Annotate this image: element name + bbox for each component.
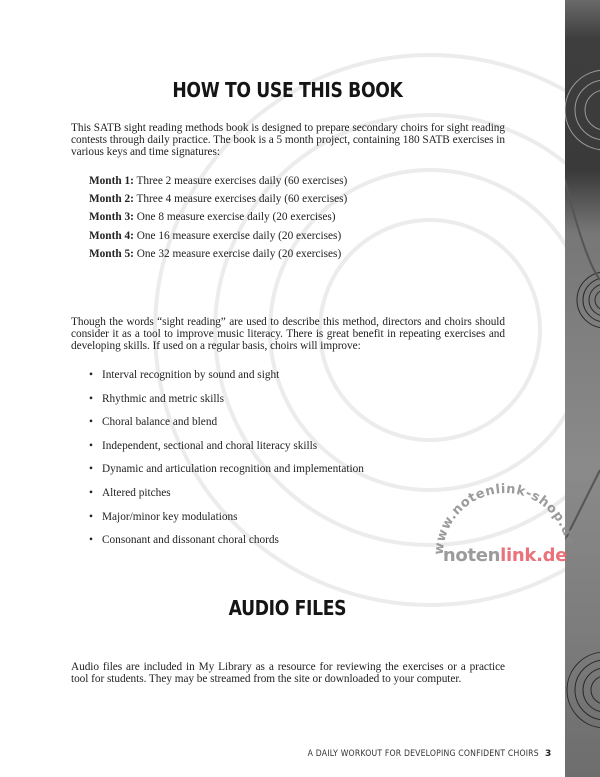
month-label: Month 5: [89,247,134,260]
month-schedule-list [89,174,347,265]
page-number: 3 [545,749,552,759]
month-label: Month 1: [89,175,134,187]
bullet-icon: • [89,486,93,499]
month-item [89,229,347,247]
month-item [89,174,347,192]
svg-text:www.notenlink-shop.de [432,482,578,556]
list-item [89,462,364,486]
list-item [89,439,364,463]
list-item-text: Interval recognition by sound and sight [102,369,280,381]
month-item [89,192,347,210]
decorative-side-strip [565,0,600,777]
running-footer-title: A DAILY WORKOUT FOR DEVELOPING CONFIDENT CHOIRS [307,749,539,759]
month-label: Month 3: [89,211,134,224]
list-item-text: Major/minor key modulations [102,510,238,523]
list-item [89,510,364,534]
list-item-text: Rhythmic and metric skills [102,392,225,405]
improvement-list [89,368,364,557]
month-text: Three 2 measure exercises daily (60 exercises) [133,175,348,187]
list-item-text: Altered pitches [102,486,171,499]
bullet-icon: • [89,392,93,405]
bullet-icon: • [89,534,93,547]
list-item-text: Choral balance and blend [102,416,218,429]
month-item [89,247,347,265]
month-text: One 8 measure exercise daily (20 exercises) [133,211,336,224]
bullet-icon: • [89,369,93,381]
bullet-icon: • [89,463,93,476]
section-title-audio-files: AUDIO FILES [228,596,347,620]
watermark-center-gray: noten [442,545,501,566]
month-label: Month 2: [89,193,134,206]
list-item [89,486,364,510]
list-item-text: Independent, sectional and choral literacy skills [102,439,318,452]
body-paragraph: Though the words “sight reading” are used to describe this method, directors and choirs should consider it as a tool to improve music literacy. There is great benefit in repeating exercises and developing skills. If used on a regular basis, choirs will improve: [71,316,505,352]
list-item-text: Consonant and dissonant choral chords [102,534,279,547]
list-item [89,368,364,392]
list-item [89,392,364,416]
bullet-icon: • [89,416,93,429]
list-item-text: Dynamic and articulation recognition and implementation [102,463,364,476]
month-text: One 32 measure exercise daily (20 exercises) [133,247,342,260]
month-text: Three 4 measure exercises daily (60 exercises) [133,193,348,206]
month-label: Month 4: [89,229,134,242]
month-item [89,210,347,228]
month-text: One 16 measure exercise daily (20 exercises) [133,229,342,242]
intro-paragraph: This SATB sight reading methods book is designed to prepare secondary choirs for sight reading contests through daily practice. The book is a 5 month project, containing 180 SATB exercises in various keys and time signatures: [71,122,505,158]
bullet-icon: • [89,510,93,523]
list-item [89,533,364,557]
section-title-how-to-use: HOW TO USE THIS BOOK [172,78,403,102]
list-item [89,415,364,439]
audio-paragraph: Audio files are included in My Library as a resource for reviewing the exercises or a practice tool for students. They may be streamed from the site or downloaded to your computer. [71,661,505,685]
bullet-icon: • [89,439,93,452]
svg-text:notenlink.de [443,545,567,566]
watermark-center-red: link.de [500,545,568,566]
watermark-ring-text: www.notenlink-shop.de [431,481,578,556]
